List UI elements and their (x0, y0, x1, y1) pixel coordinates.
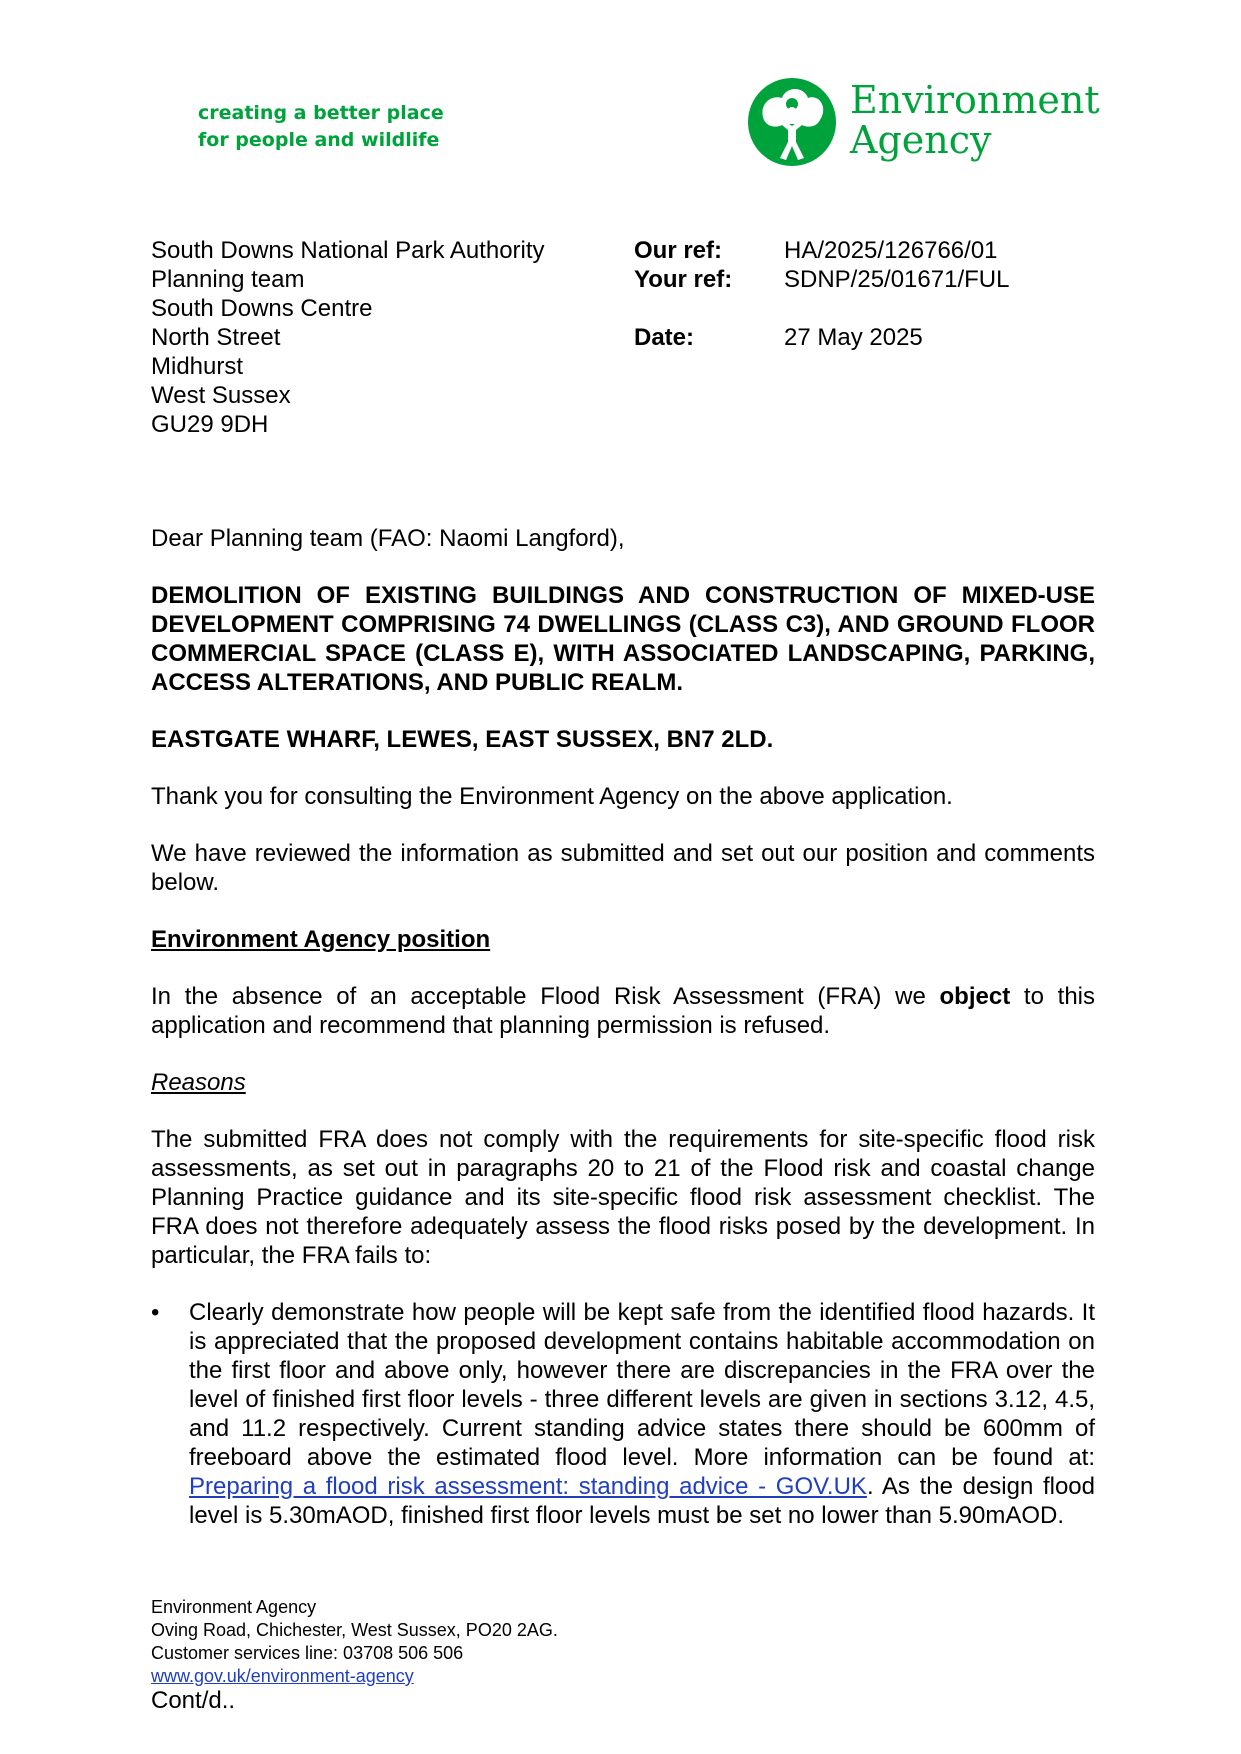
address-line: South Downs Centre (151, 295, 373, 322)
reference-block (634, 236, 1009, 352)
standing-advice-link[interactable]: Preparing a flood risk assessment: standing advice - GOV.UK (189, 1473, 867, 1500)
our-ref-value: HA/2025/126766/01 (784, 237, 998, 264)
application-title: DEMOLITION OF EXISTING BUILDINGS AND CONSTRUCTION OF MIXED-USE DEVELOPMENT COMPRISING 74 DWELLINGS (CLASS C3), AND GROUND FLOOR COMMERCIAL SPACE (CLASS E), WITH ASSOCIATED LANDSCAPING, PARKING, ACCESS ALTERATIONS, AND PUBLIC REALM. (151, 582, 1095, 696)
address-line: GU29 9DH (151, 411, 269, 438)
tagline (198, 100, 444, 154)
list-item (151, 1298, 1095, 1530)
address-line: Planning team (151, 266, 305, 293)
footer-org: Environment Agency (151, 1597, 317, 1617)
logo-line-1: Environment (850, 78, 1100, 122)
your-ref-value: SDNP/25/01671/FUL (784, 266, 1010, 293)
footer (151, 1596, 558, 1688)
position-text-post: to this application and recommend that planning permission is refused. (151, 983, 1095, 1039)
footer-address: Oving Road, Chichester, West Sussex, PO20 2AG. (151, 1620, 558, 1640)
position-paragraph (151, 982, 1095, 1040)
recipient-address (151, 236, 545, 439)
site-address: EASTGATE WHARF, LEWES, EAST SUSSEX, BN7 2LD. (151, 726, 774, 753)
address-line: South Downs National Park Authority (151, 237, 545, 264)
your-ref-label: Your ref: (634, 266, 733, 293)
bullet-text-post: . As the design flood level is 5.30mAOD, finished first floor levels must be set no lower than 5.90mAOD. (189, 1473, 1096, 1529)
position-object: object (939, 983, 1011, 1010)
footer-website-link[interactable]: www.gov.uk/environment-agency (151, 1666, 414, 1686)
your-ref-row (634, 265, 1009, 294)
address-line: Midhurst (151, 353, 244, 380)
review-paragraph: We have reviewed the information as submitted and set out our position and comments below. (151, 840, 1095, 896)
our-ref-label: Our ref: (634, 237, 723, 264)
position-heading: Environment Agency position (151, 926, 491, 953)
continued-label: Cont/d.. (151, 1687, 236, 1714)
address-line: West Sussex (151, 382, 291, 409)
reasons-heading: Reasons (151, 1069, 246, 1096)
position-text-pre: In the absence of an acceptable Flood Risk Assessment (FRA) we (151, 983, 940, 1010)
bullet-text-pre: Clearly demonstrate how people will be kept safe from the identified flood hazards. It is appreciated that the proposed development contains habitable accommodation on the first floor and above only, however there are discrepancies in the FRA over the level of finished first floor levels - three different levels are given in sections 3.12, 4.5, and 11.2 respectively. Current standing advice states there should be 600mm of freeboard above the estimated flood level. More information can be found at: (189, 1299, 1095, 1471)
tagline-line-1: creating a better place (198, 102, 444, 124)
date-row (634, 323, 1009, 352)
our-ref-row (634, 236, 1009, 265)
logo-wordmark (850, 80, 1100, 160)
tagline-line-2: for people and wildlife (198, 129, 440, 151)
intro-paragraph: Thank you for consulting the Environment Agency on the above application. (151, 783, 953, 810)
date-label: Date: (634, 324, 695, 351)
bullet-text (189, 1298, 1095, 1530)
date-value: 27 May 2025 (784, 324, 923, 351)
reasons-paragraph: The submitted FRA does not comply with the requirements for site-specific flood risk assessments, as set out in paragraphs 20 to 21 of the Flood risk and coastal change Planning Practice guidance and its site-specific flood risk assessment checklist. The FRA does not therefore adequately assess the flood risks posed by the development. In particular, the FRA fails to: (151, 1126, 1095, 1269)
logo-line-2: Agency (850, 118, 992, 162)
salutation: Dear Planning team (FAO: Naomi Langford), (151, 525, 625, 552)
address-line: North Street (151, 324, 281, 351)
footer-phone: Customer services line: 03708 506 506 (151, 1643, 464, 1663)
letter-body (151, 524, 1095, 1530)
bullet-mark: • (151, 1299, 160, 1326)
